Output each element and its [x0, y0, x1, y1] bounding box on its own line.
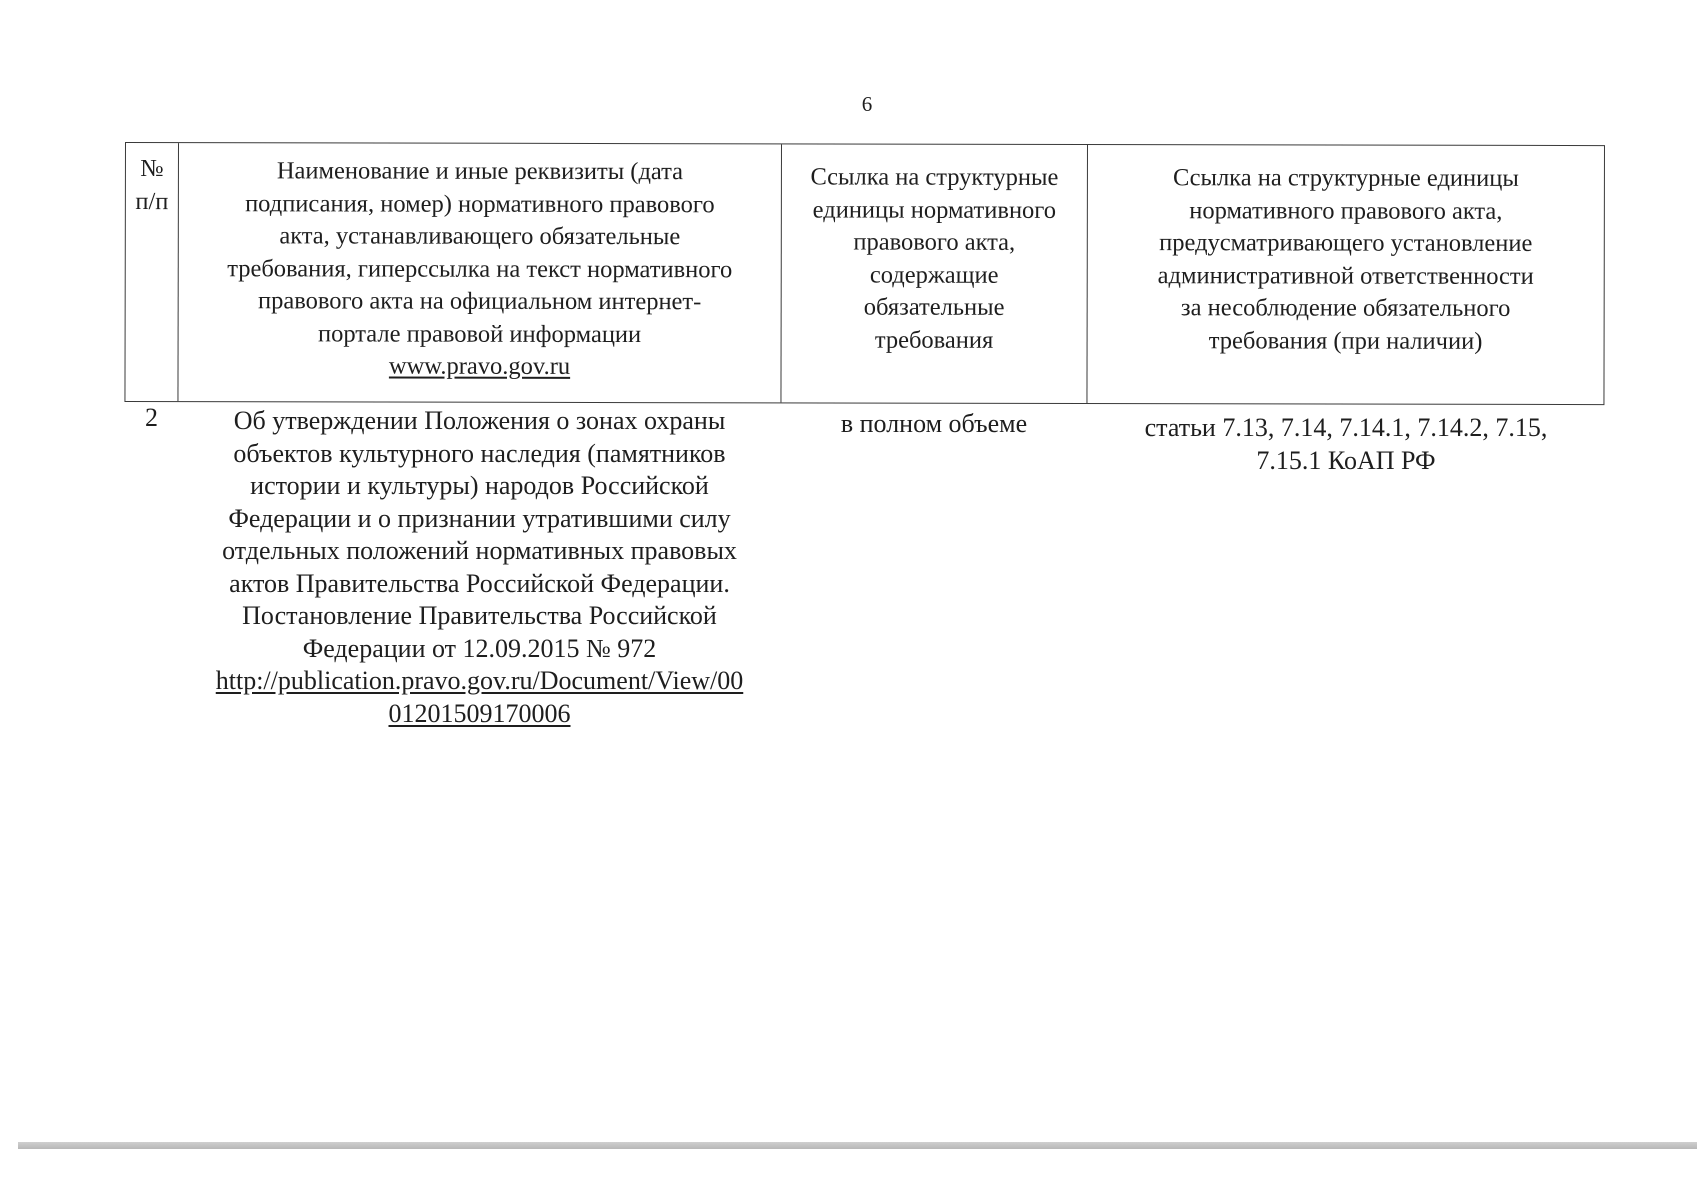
row-admin-ref	[1087, 412, 1605, 477]
header-act-name-line: правового акта на официальном интернет-	[257, 287, 702, 316]
header-cell-act-name	[178, 143, 782, 402]
row-act-name-line: Об утверждении Положения о зонах охраны	[233, 406, 726, 435]
publication-link-continued[interactable]: 01201509170006	[388, 698, 571, 728]
row-act-name-line: Федерации от 12.09.2015 № 972	[302, 633, 657, 663]
row-act-name-line: отдельных положений нормативных правовых	[222, 536, 737, 565]
header-structural-ref-line: требования	[874, 326, 994, 354]
row-act-name	[178, 405, 781, 730]
header-act-name-line: Наименование и иные реквизиты (дата	[276, 157, 684, 186]
header-admin-ref-line: нормативного правового акта,	[1189, 196, 1503, 225]
row-admin-ref-line: 7.15.1 КоАП РФ	[1256, 445, 1436, 475]
header-admin-ref-line: требования (при наличии)	[1208, 326, 1483, 355]
header-act-name-line: подписания, номер) нормативного правового	[245, 189, 715, 218]
header-act-name-line: портале правовой информации	[317, 319, 642, 348]
row-admin-ref-line: статьи 7.13, 7.14, 7.14.1, 7.14.2, 7.15,	[1144, 413, 1548, 442]
row-act-name-line: Постановление Правительства Российской	[242, 601, 717, 630]
scan-edge-rule	[18, 1142, 1697, 1149]
row-act-name-line: истории и культуры) народов Российской	[250, 471, 709, 500]
row-structural-ref-line: в полном объеме	[840, 409, 1028, 438]
row-structural-ref	[781, 408, 1087, 441]
header-cell-admin-ref	[1087, 145, 1604, 404]
header-act-name-line: требования, гиперссылка на текст нормативного	[227, 254, 733, 283]
row-act-name-line: Федерации и о признании утратившими силу	[228, 503, 731, 533]
header-cell-number	[125, 143, 179, 401]
table-header	[124, 142, 1605, 405]
header-admin-ref-line: административной ответственности	[1157, 261, 1534, 290]
header-structural-ref-line: обязательные	[863, 293, 1005, 321]
publication-link[interactable]: http://publication.pravo.gov.ru/Document/View/00	[215, 666, 744, 695]
header-structural-ref-line: содержащие	[869, 261, 999, 289]
page-number: 6	[861, 92, 873, 116]
header-number-line: №	[140, 155, 164, 183]
row-act-name-line: объектов культурного наследия (памятников	[233, 438, 726, 468]
header-structural-ref-line: правового акта,	[853, 228, 1016, 256]
header-structural-ref-line: Ссылка на структурные	[810, 163, 1059, 191]
row-number: 2	[145, 403, 158, 432]
header-act-name-line: акта, устанавливающего обязательные	[279, 222, 681, 251]
header-number-line: п/п	[135, 187, 169, 215]
row-act-name-line: актов Правительства Российской Федерации.	[229, 568, 730, 598]
pravo-portal-link[interactable]: www.pravo.gov.ru	[388, 352, 571, 380]
header-cell-structural-ref	[781, 144, 1088, 403]
header-admin-ref-line: предусматривающего установление	[1159, 229, 1533, 257]
header-admin-ref-line: Ссылка на структурные единицы	[1172, 164, 1519, 192]
header-admin-ref-line: за несоблюдение обязательного	[1180, 294, 1511, 322]
header-structural-ref-line: единицы нормативного	[812, 195, 1057, 224]
